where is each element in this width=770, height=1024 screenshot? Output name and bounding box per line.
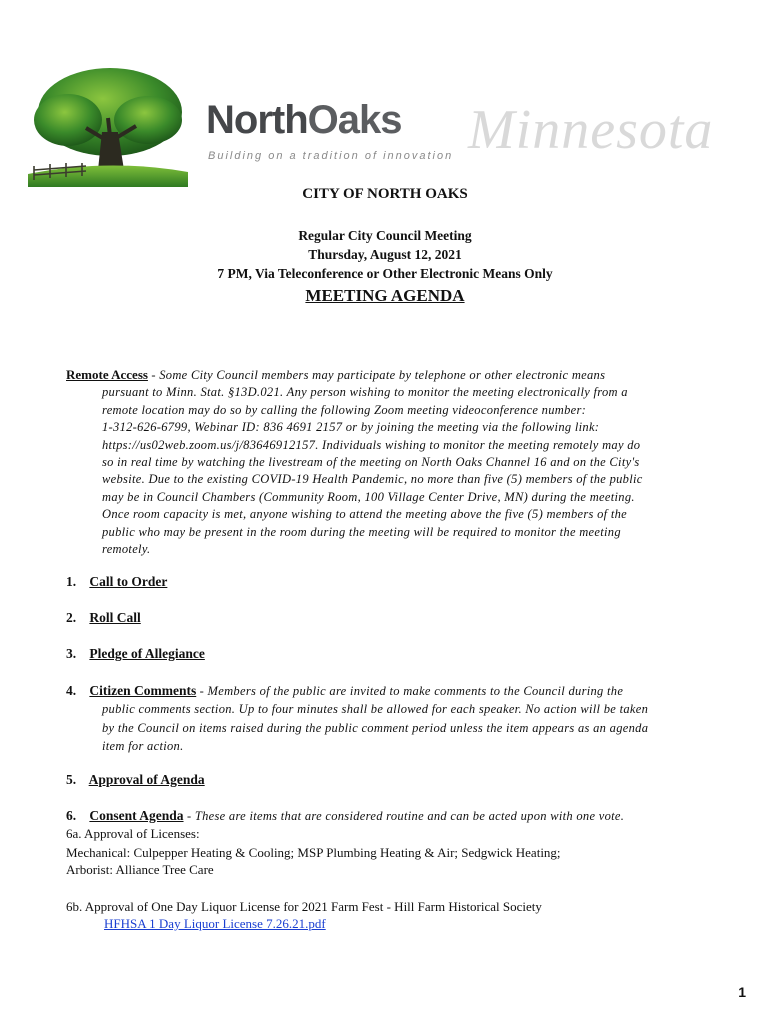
remote-access-line: Once room capacity is met, anyone wishing to attend the meeting above the five (5) members of the (102, 507, 628, 522)
item-label: Consent Agenda (89, 808, 184, 823)
brand-tagline: Building on a tradition of innovation (208, 150, 454, 162)
remote-access-line: so in real time by watching the livestream of the meeting on North Oaks Channel 16 and on the City's (102, 455, 640, 470)
remote-access-section (66, 366, 706, 558)
item-number: 3. (66, 646, 77, 661)
item-number: 5. (66, 772, 77, 787)
remote-access-line: may be in Council Chambers (Community Room, 100 Village Center Drive, MN) during the meeting. (102, 489, 635, 504)
consent-arborist-license: Arborist: Alliance Tree Care (66, 862, 214, 877)
remote-access-line: remotely. (102, 542, 151, 557)
meeting-time-location: 7 PM, Via Teleconference or Other Electronic Means Only (217, 266, 553, 281)
remote-access-line: remote location may do so by calling the following Zoom meeting videoconference number: (102, 402, 587, 417)
continuation-line: by the Council on items raised during the public comment period unless the item appears as an agenda (102, 720, 649, 735)
agenda-item-citizen-comments (66, 683, 623, 699)
consent-mechanical-licenses: Mechanical: Culpepper Heating & Cooling; MSP Plumbing Heating & Air; Sedgwick Heating; (66, 845, 561, 860)
oak-tree-logo-icon (28, 62, 188, 187)
city-logo (28, 62, 748, 192)
brand-north: North (206, 98, 308, 142)
item-label: Call to Order (89, 574, 168, 589)
page-number: 1 (738, 984, 746, 1000)
meeting-date: Thursday, August 12, 2021 (308, 247, 462, 262)
remote-access-line: - Some City Council members may participate by telephone or other electronic means (147, 368, 606, 382)
item-label: Roll Call (89, 610, 141, 625)
consent-6a: 6a. Approval of Licenses: (66, 826, 200, 841)
continuation-line: item for action. (102, 739, 184, 753)
remote-access-line: https://us02web.zoom.us/j/83646912157. Individuals wishing to monitor the meeting remotely may do (102, 437, 641, 452)
remote-access-label: Remote Access (66, 367, 148, 382)
remote-access-line: pursuant to Minn. Stat. §13D.021. Any person wishing to monitor the meeting electronically from a (102, 385, 628, 400)
remote-access-line: public who may be present in the room during the meeting will be required to monitor the meeting (102, 524, 621, 539)
agenda-item-pledge (66, 646, 205, 662)
item-number: 6. (66, 808, 77, 823)
meeting-type: Regular City Council Meeting (298, 228, 472, 243)
item-description: - These are items that are considered routine and can be acted upon with one vote. (183, 809, 625, 823)
item-label: Pledge of Allegiance (89, 646, 205, 661)
city-name: CITY OF NORTH OAKS (302, 186, 468, 202)
agenda-item-consent-agenda (66, 808, 624, 824)
remote-access-line: website. Due to the existing COVID-19 Health Pandemic, no more than five (5) members of the public (102, 472, 643, 487)
northoaks-wordmark (206, 100, 402, 140)
brand-oaks: Oaks (307, 98, 402, 142)
citizen-comments-continuation (102, 700, 702, 756)
item-number: 1. (66, 574, 77, 589)
consent-6b: 6b. Approval of One Day Liquor License for 2021 Farm Fest - Hill Farm Historical Society (66, 899, 542, 914)
agenda-item-call-to-order (66, 574, 167, 590)
liquor-license-attachment-link[interactable]: HFHSA 1 Day Liquor License 7.26.21.pdf (104, 916, 326, 931)
minnesota-script: Minnesota (468, 99, 714, 161)
item-number: 4. (66, 683, 77, 698)
continuation-line: public comments section. Up to four minutes shall be allowed for each speaker. No action will be taken (102, 702, 649, 716)
item-label: Approval of Agenda (88, 772, 205, 787)
agenda-item-approval-of-agenda (66, 772, 205, 788)
remote-access-line: 1-312-626-6799, Webinar ID: 836 4691 2157 or by joining the meeting via the following link: (102, 420, 600, 435)
item-number: 2. (66, 610, 77, 625)
item-label: Citizen Comments (89, 683, 197, 698)
item-description: - Members of the public are invited to make comments to the Council during the (196, 684, 624, 698)
agenda-heading: MEETING AGENDA (305, 286, 465, 305)
agenda-item-roll-call (66, 610, 141, 626)
